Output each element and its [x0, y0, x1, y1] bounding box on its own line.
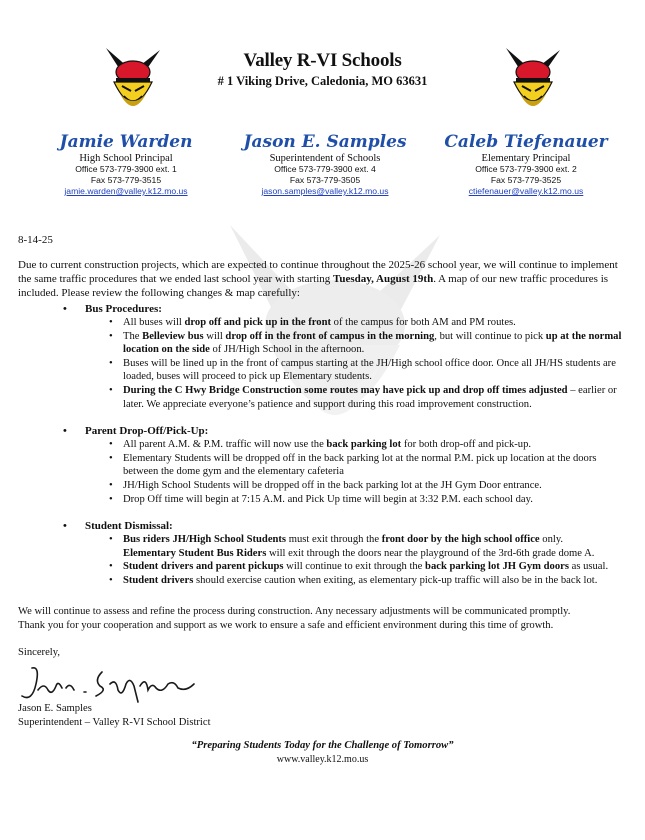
item-text-bold: up at the normal location on the side: [123, 330, 622, 356]
item-text: will: [203, 330, 226, 342]
staff-signature: Jamie Warden: [59, 132, 193, 152]
staff-email-link[interactable]: ctiefenauer@valley.k12.mo.us: [468, 186, 584, 196]
section-student-dismissal: [0, 519, 645, 587]
staff-fax: Fax 573-779-3525: [490, 175, 562, 185]
list-item: [0, 438, 645, 452]
item-text-bold: drop off and pick up in the front: [184, 317, 332, 328]
bullet-icon: •: [109, 357, 113, 369]
section-title-text: Parent Drop-Off/Pick-Up:: [85, 425, 209, 438]
bullet-icon: •: [109, 384, 113, 396]
school-name: Valley R-VI Schools: [243, 50, 402, 71]
staff-signature: Jason E. Samples: [243, 132, 407, 152]
signer-name: Jason E. Samples: [18, 703, 92, 714]
section-title: [0, 302, 645, 316]
staff-role: High School Principal: [79, 153, 173, 164]
staff-office: Office 573-779-3900 ext. 2: [475, 164, 577, 174]
signature-alt-text: Jason E. Samples: [18, 662, 25, 663]
bullet-icon: •: [109, 561, 113, 573]
item-text: will exit through the doors near the playground of the 3rd-6th grade dome A.: [266, 547, 595, 559]
item-text: must exit through the: [286, 534, 382, 546]
website-link[interactable]: www.valley.k12.mo.us: [276, 754, 369, 765]
item-text: JH/High School Students will be dropped off in the back parking lot at the JH Gym Door entrance.: [123, 479, 542, 491]
closing-line: Thank you for your cooperation and support as we work to ensure a safe and efficient environment during this time of growth.: [18, 620, 554, 631]
staff-email-link[interactable]: jamie.warden@valley.k12.mo.us: [64, 186, 188, 196]
staff-office: Office 573-779-3900 ext. 4: [274, 164, 376, 174]
item-text: Drop Off time will begin at 7:15 A.M. and Pick Up time will begin at 3:32 P.M. each school day.: [123, 493, 533, 505]
handwritten-signature: [18, 662, 218, 707]
staff-block-principal-hs: [41, 132, 211, 197]
item-text: , but will continue to pick: [434, 330, 546, 342]
item-text-bold: During the C Hwy Bridge Construction some routes may have pick up and drop off times adjusted: [123, 384, 568, 396]
item-text: Elementary Students will be dropped off in the back parking lot at the normal P.M. pick up location at the doors between the dome gym and the elementary cafeteria: [123, 452, 597, 478]
item-text-bold: back parking lot JH Gym doors: [425, 561, 569, 573]
signer-title: Superintendent – Valley R-VI School District: [18, 717, 211, 728]
item-text: will continue to exit through the: [283, 561, 426, 573]
list-item: [0, 316, 645, 330]
section-bus-procedures: [0, 302, 645, 411]
section-title-text: Student Dismissal:: [85, 520, 173, 533]
list-item: [0, 533, 645, 560]
bullet-icon: •: [109, 452, 113, 464]
item-text-bold: Student drivers: [123, 574, 194, 586]
list-item: [0, 452, 645, 479]
intro-start-date: Tuesday, August 19th: [333, 273, 434, 285]
bullet-icon: •: [109, 479, 113, 491]
bullet-icon: •: [109, 493, 113, 505]
list-item: [0, 384, 645, 411]
closing-paragraph: [18, 605, 628, 633]
staff-role: Elementary Principal: [481, 153, 571, 164]
item-text-bold: Belleview bus: [142, 330, 204, 342]
item-text: as usual.: [568, 561, 609, 573]
item-text: The: [123, 330, 143, 342]
sincerely-text: Sincerely,: [18, 647, 60, 658]
list-item: [0, 493, 645, 507]
item-text: All parent A.M. & P.M. traffic will now use the: [123, 439, 327, 451]
bullet-icon: •: [109, 574, 113, 586]
list-item: [0, 479, 645, 493]
staff-email-link[interactable]: jason.samples@valley.k12.mo.us: [261, 186, 389, 196]
staff-fax: Fax 573-779-3515: [90, 175, 162, 185]
section-parent-dropoff: [0, 424, 645, 506]
item-text-bold: drop off in the front of campus in the morning: [225, 330, 435, 342]
list-item: [0, 560, 645, 574]
item-text: should exercise caution when exiting, as elementary pick-up traffic will also be in the back lot.: [193, 574, 598, 586]
list-item: [0, 574, 645, 588]
item-text: only.: [539, 534, 564, 546]
staff-role: Superintendent of Schools: [269, 153, 381, 164]
closing-line: We will continue to assess and refine the process during construction. Any necessary adjustments will be communicated promptly.: [18, 606, 571, 617]
item-text-bold: Bus riders JH/High School Students: [123, 534, 287, 546]
item-text-bold: back parking lot: [326, 439, 402, 451]
school-motto: “Preparing Students Today for the Challenge of Tomorrow”: [191, 740, 454, 751]
item-text-bold: Elementary Student Bus Riders: [123, 547, 267, 559]
bullet-icon: •: [109, 330, 113, 342]
item-text-bold: Student drivers and parent pickups: [123, 561, 284, 573]
section-title-text: Bus Procedures:: [85, 303, 162, 315]
item-text: Buses will be lined up in the front of campus starting at the JH/High school office door. Once all JH/HS students are loaded, buses will proceed to pick up Elementary students.: [123, 357, 616, 383]
staff-block-superintendent: [240, 132, 410, 197]
procedures-list: [0, 302, 645, 601]
section-title: [0, 424, 645, 438]
list-item: [0, 330, 645, 357]
bullet-icon: •: [109, 317, 113, 328]
staff-fax: Fax 573-779-3505: [289, 175, 361, 185]
item-text: All buses will: [123, 317, 185, 328]
staff-office: Office 573-779-3900 ext. 1: [75, 164, 177, 174]
staff-signature: Caleb Tiefenauer: [444, 132, 608, 152]
item-text: of JH/High School in the afternoon.: [209, 344, 365, 356]
section-title: [0, 519, 645, 533]
bullet-icon: •: [109, 439, 113, 451]
bullet-icon: •: [63, 425, 67, 438]
bullet-icon: •: [63, 520, 67, 533]
item-text: of the campus for both AM and PM routes.: [331, 317, 516, 328]
intro-text: Due to current construction projects, which are expected to continue throughout the 2025-26 school year, we will continue to implement the same traffic procedures that we ended last school year with starting: [18, 259, 618, 285]
letter-date: 8-14-25: [18, 234, 53, 246]
item-text-bold: front door by the high school office: [381, 534, 540, 546]
bullet-icon: •: [109, 534, 113, 546]
item-text: for both drop-off and pick-up.: [401, 439, 532, 451]
list-item: [0, 357, 645, 384]
item-text: – earlier or later. We appreciate everyone’s patience and support during this road improvement construction.: [123, 384, 617, 410]
intro-paragraph: [18, 258, 628, 300]
school-address: # 1 Viking Drive, Caledonia, MO 63631: [217, 74, 428, 88]
staff-block-principal-elem: [441, 132, 611, 197]
intro-text: . A map of our new traffic procedures is included. Please review the following changes & map carefully:: [18, 273, 609, 299]
bullet-icon: •: [63, 303, 67, 315]
